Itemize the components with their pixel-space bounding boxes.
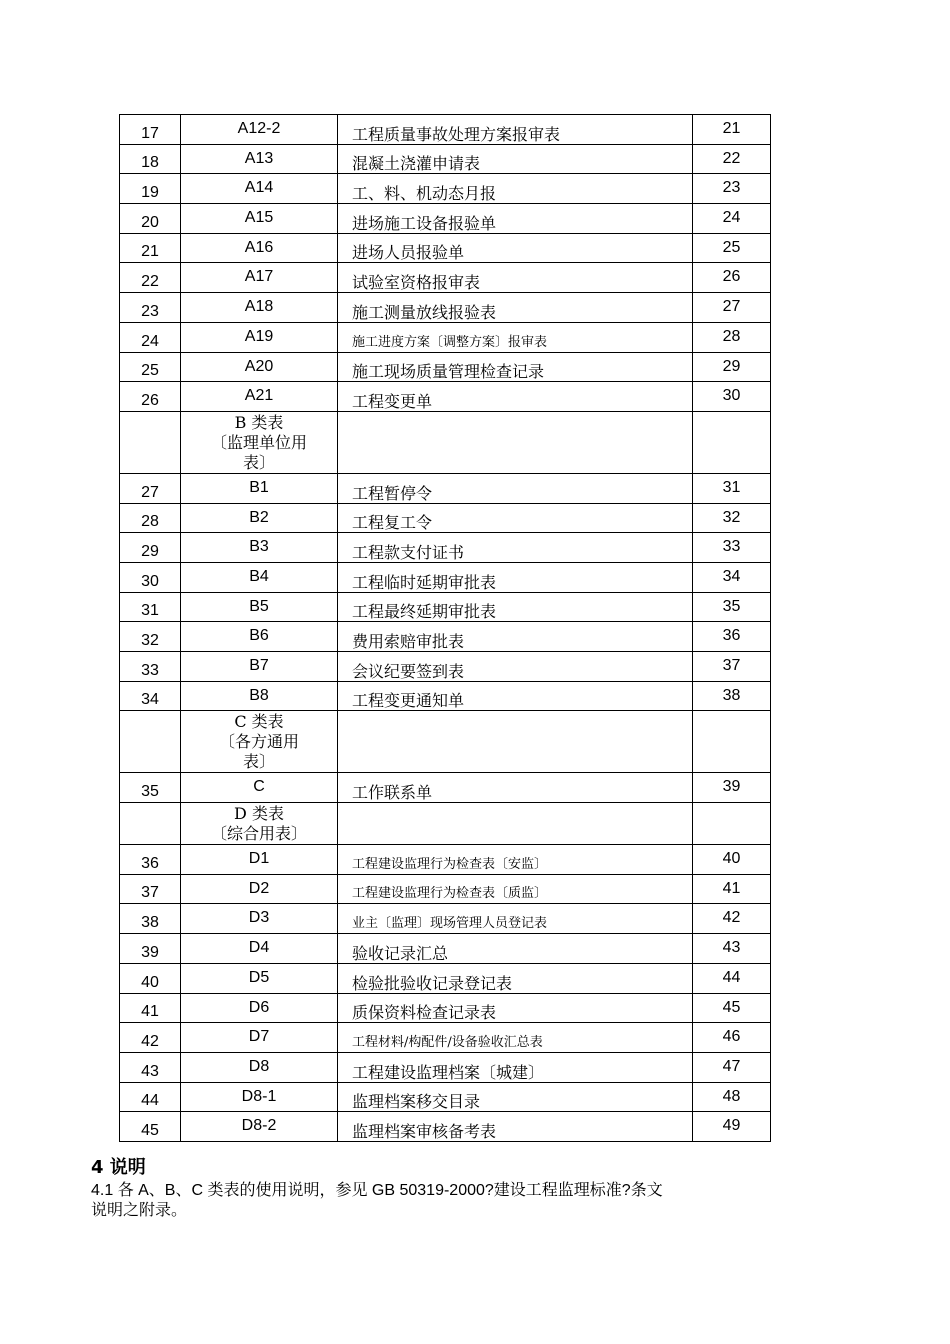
form-code: B7	[181, 652, 338, 682]
form-name: 工程建设监理行为检查表〔质监〕	[338, 874, 693, 904]
table-row	[120, 352, 771, 382]
page-number: 21	[693, 115, 771, 145]
page-number: 43	[693, 934, 771, 964]
table-row	[120, 993, 771, 1023]
form-name: 试验室资格报审表	[338, 263, 693, 293]
table-row	[120, 904, 771, 934]
page-number: 42	[693, 904, 771, 934]
table-group-row	[120, 803, 771, 845]
row-number: 30	[120, 562, 181, 592]
section-paragraph	[91, 1181, 811, 1221]
group-title-line1: D 类表	[234, 804, 284, 824]
page-number: 40	[693, 845, 771, 875]
row-number: 24	[120, 322, 181, 352]
form-name: 工程材料/构配件/设备验收汇总表	[338, 1023, 693, 1053]
form-name: 质保资料检查记录表	[338, 993, 693, 1023]
form-code: A15	[181, 204, 338, 234]
group-title-cell	[181, 803, 338, 845]
page-number: 34	[693, 562, 771, 592]
form-name: 检验批验收记录登记表	[338, 963, 693, 993]
page-number: 36	[693, 622, 771, 652]
form-code: D5	[181, 963, 338, 993]
form-name: 业主〔监理〕现场管理人员登记表	[338, 904, 693, 934]
page-number: 37	[693, 652, 771, 682]
row-number: 17	[120, 115, 181, 145]
group-name-cell	[338, 411, 693, 473]
table-row	[120, 1082, 771, 1112]
page-number: 25	[693, 233, 771, 263]
form-name: 工程质量事故处理方案报审表	[338, 115, 693, 145]
form-name: 工程最终延期审批表	[338, 592, 693, 622]
table-row	[120, 144, 771, 174]
page-number: 41	[693, 874, 771, 904]
page-number: 22	[693, 144, 771, 174]
form-code: B8	[181, 681, 338, 711]
page-number: 27	[693, 293, 771, 323]
group-title-line1: C 类表	[234, 712, 284, 732]
form-name: 施工进度方案〔调整方案〕报审表	[338, 322, 693, 352]
form-name: 工程变更通知单	[338, 681, 693, 711]
form-code: D4	[181, 934, 338, 964]
form-code: D2	[181, 874, 338, 904]
form-code: D7	[181, 1023, 338, 1053]
table-row	[120, 963, 771, 993]
form-name: 工程款支付证书	[338, 533, 693, 563]
form-code: B5	[181, 592, 338, 622]
table-row	[120, 874, 771, 904]
row-number: 35	[120, 773, 181, 803]
section-heading: 4 说明	[91, 1157, 146, 1178]
row-number: 20	[120, 204, 181, 234]
page-number: 33	[693, 533, 771, 563]
form-code: A13	[181, 144, 338, 174]
table-row	[120, 622, 771, 652]
page-number: 47	[693, 1052, 771, 1082]
table-row	[120, 233, 771, 263]
form-code: B6	[181, 622, 338, 652]
form-code: D8-2	[181, 1112, 338, 1142]
form-name: 验收记录汇总	[338, 934, 693, 964]
page-number: 38	[693, 681, 771, 711]
group-title-line2: 〔综合用表〕	[210, 824, 307, 844]
group-title-line3: 表〕	[242, 452, 275, 472]
row-number: 26	[120, 382, 181, 412]
form-code: D1	[181, 845, 338, 875]
form-name: 工、料、机动态月报	[338, 174, 693, 204]
form-name: 费用索赔审批表	[338, 622, 693, 652]
group-title-line1: B 类表	[234, 412, 284, 432]
row-number: 39	[120, 934, 181, 964]
form-name: 工程临时延期审批表	[338, 562, 693, 592]
page-number: 35	[693, 592, 771, 622]
page-number: 32	[693, 503, 771, 533]
group-name-cell	[338, 711, 693, 773]
group-no-cell	[120, 711, 181, 773]
row-number: 37	[120, 874, 181, 904]
page-number: 46	[693, 1023, 771, 1053]
page-number: 49	[693, 1112, 771, 1142]
table-row	[120, 1112, 771, 1142]
row-number: 42	[120, 1023, 181, 1053]
form-code: A14	[181, 174, 338, 204]
form-name: 工程建设监理档案〔城建〕	[338, 1052, 693, 1082]
form-code: B2	[181, 503, 338, 533]
form-code: C	[181, 773, 338, 803]
page-number: 24	[693, 204, 771, 234]
table-row	[120, 533, 771, 563]
page-number: 29	[693, 352, 771, 382]
table-row	[120, 845, 771, 875]
form-code: A17	[181, 263, 338, 293]
group-page-cell	[693, 803, 771, 845]
form-name: 进场人员报验单	[338, 233, 693, 263]
form-name: 混凝土浇灌申请表	[338, 144, 693, 174]
form-code: A12-2	[181, 115, 338, 145]
table-row	[120, 562, 771, 592]
row-number: 44	[120, 1082, 181, 1112]
row-number: 29	[120, 533, 181, 563]
row-number: 21	[120, 233, 181, 263]
page-number: 30	[693, 382, 771, 412]
form-code: A21	[181, 382, 338, 412]
group-title-line2: 〔各方通用	[218, 732, 299, 752]
form-name: 进场施工设备报验单	[338, 204, 693, 234]
row-number: 22	[120, 263, 181, 293]
group-page-cell	[693, 411, 771, 473]
table-row	[120, 204, 771, 234]
row-number: 41	[120, 993, 181, 1023]
group-title-cell	[181, 711, 338, 773]
page-number: 26	[693, 263, 771, 293]
page-number: 44	[693, 963, 771, 993]
table-row	[120, 115, 771, 145]
section-text-line1: 4.1 各 A、B、C 类表的使用说明，参见 GB 50319-2000?建设工程监理标准?条文	[91, 1182, 663, 1199]
form-index-table	[119, 114, 771, 1142]
row-number: 18	[120, 144, 181, 174]
row-number: 43	[120, 1052, 181, 1082]
table-row	[120, 773, 771, 803]
form-code: D8	[181, 1052, 338, 1082]
form-code: A16	[181, 233, 338, 263]
form-code: D3	[181, 904, 338, 934]
group-title-cell	[181, 411, 338, 473]
table-row	[120, 652, 771, 682]
row-number: 28	[120, 503, 181, 533]
form-code: B3	[181, 533, 338, 563]
row-number: 38	[120, 904, 181, 934]
table-row	[120, 174, 771, 204]
section-text-line2: 说明之附录。	[91, 1202, 188, 1219]
group-name-cell	[338, 803, 693, 845]
page-number: 23	[693, 174, 771, 204]
form-code: A20	[181, 352, 338, 382]
row-number: 32	[120, 622, 181, 652]
page-number: 28	[693, 322, 771, 352]
table-row	[120, 1052, 771, 1082]
table-row	[120, 382, 771, 412]
form-name: 监理档案审核备考表	[338, 1112, 693, 1142]
row-number: 31	[120, 592, 181, 622]
form-name: 工程建设监理行为检查表〔安监〕	[338, 845, 693, 875]
row-number: 19	[120, 174, 181, 204]
page-number: 45	[693, 993, 771, 1023]
form-code: B4	[181, 562, 338, 592]
row-number: 27	[120, 473, 181, 503]
row-number: 23	[120, 293, 181, 323]
form-name: 会议纪要签到表	[338, 652, 693, 682]
row-number: 34	[120, 681, 181, 711]
form-code: D8-1	[181, 1082, 338, 1112]
form-name: 监理档案移交目录	[338, 1082, 693, 1112]
table-row	[120, 934, 771, 964]
group-no-cell	[120, 803, 181, 845]
form-code: D6	[181, 993, 338, 1023]
form-code: A18	[181, 293, 338, 323]
table-row	[120, 473, 771, 503]
notes-section	[91, 1157, 811, 1221]
row-number: 36	[120, 845, 181, 875]
form-name: 施工测量放线报验表	[338, 293, 693, 323]
table-row	[120, 681, 771, 711]
table-body	[120, 115, 771, 1142]
group-no-cell	[120, 411, 181, 473]
row-number: 25	[120, 352, 181, 382]
group-title-line2: 〔监理单位用	[210, 432, 307, 452]
form-name: 施工现场质量管理检查记录	[338, 352, 693, 382]
page-number: 39	[693, 773, 771, 803]
group-page-cell	[693, 711, 771, 773]
table-row	[120, 322, 771, 352]
form-code: B1	[181, 473, 338, 503]
row-number: 40	[120, 963, 181, 993]
table-row	[120, 592, 771, 622]
table-group-row	[120, 711, 771, 773]
page-number: 48	[693, 1082, 771, 1112]
table-row	[120, 503, 771, 533]
table-row	[120, 293, 771, 323]
table-row	[120, 1023, 771, 1053]
table-group-row	[120, 411, 771, 473]
page-number: 31	[693, 473, 771, 503]
form-name: 工程暂停令	[338, 473, 693, 503]
form-code: A19	[181, 322, 338, 352]
form-name: 工作联系单	[338, 773, 693, 803]
form-name: 工程变更单	[338, 382, 693, 412]
row-number: 45	[120, 1112, 181, 1142]
group-title-line3: 表〕	[242, 752, 275, 772]
table-row	[120, 263, 771, 293]
row-number: 33	[120, 652, 181, 682]
form-name: 工程复工令	[338, 503, 693, 533]
